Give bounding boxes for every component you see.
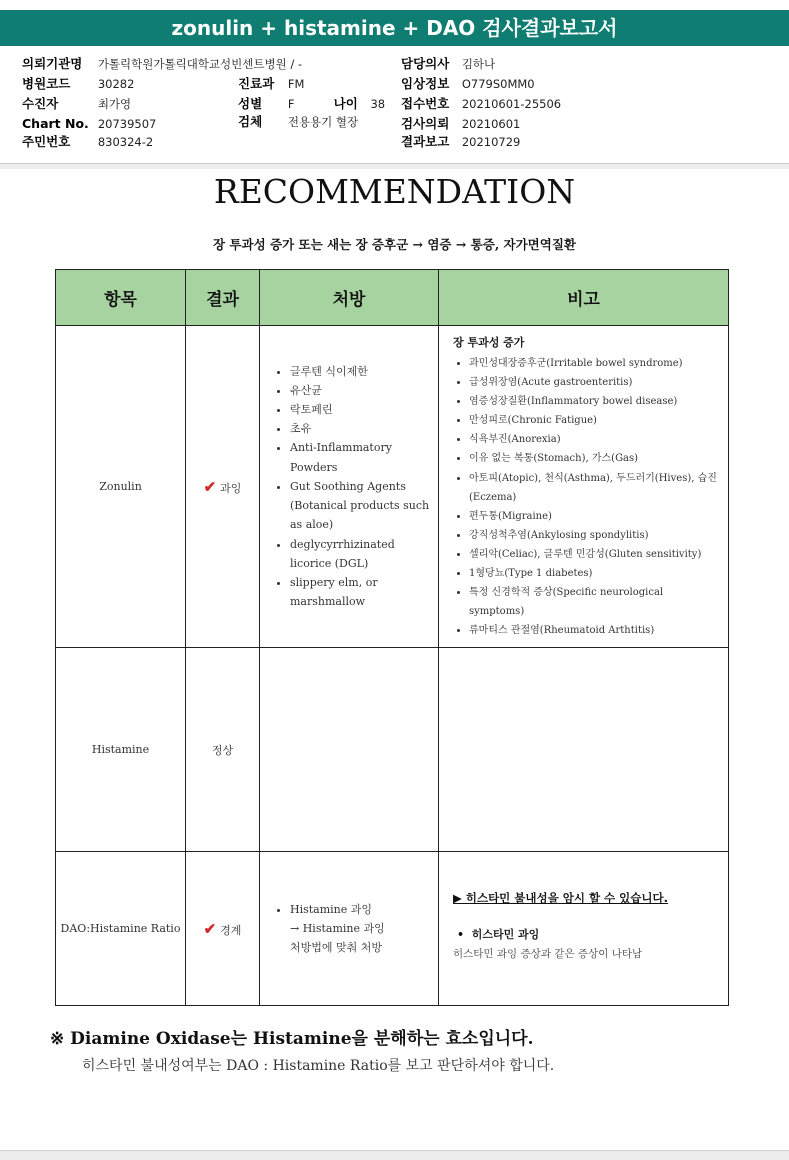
item-zonulin: Zonulin xyxy=(56,326,186,648)
collector-value: 최가영 xyxy=(97,97,132,111)
list-item: • 만성피로(Chronic Fatigue) xyxy=(469,411,720,430)
info-collector xyxy=(22,96,131,112)
list-item: • 강직성척추염(Ankylosing spondylitis) xyxy=(469,526,720,545)
list-item: • 편두통(Migraine) xyxy=(469,507,720,526)
info-request xyxy=(401,116,520,132)
result-histamine: 정상 xyxy=(186,648,260,852)
hospital-code-value: 30282 xyxy=(97,77,135,91)
receipt-label: 접수번호 xyxy=(401,96,450,111)
note-dao-sub-title: • 히스타민 과잉 xyxy=(457,928,540,941)
note-zonulin-title: 장 투과성 증가 xyxy=(453,336,525,349)
info-clinical xyxy=(401,76,535,92)
prescription-histamine xyxy=(260,648,439,852)
header-item: 항목 xyxy=(56,270,186,326)
check-mark-icon: ✔ xyxy=(203,477,217,496)
footer-note-line1: ※ Diamine Oxidase는 Histamine을 분해하는 효소입니다. xyxy=(50,1029,534,1049)
recommendation-subtitle: 장 투과성 증가 또는 새는 장 증후군 → 염증 → 통증, 자가면역질환 xyxy=(213,237,576,252)
rrn-value: 830324-2 xyxy=(97,135,154,149)
list-item: • 락토페린 xyxy=(290,400,432,419)
list-item: • 글루텐 식이제한 xyxy=(290,362,432,381)
dept-label: 진료과 xyxy=(238,76,275,91)
info-chart xyxy=(22,116,156,132)
prescription-dao-ratio xyxy=(260,852,439,1006)
list-item: • 과민성대장증후군(Irritable bowel syndrome) xyxy=(469,354,720,373)
list-item: • 초유 xyxy=(290,419,432,438)
receipt-value: 20210601-25506 xyxy=(461,97,562,111)
info-org xyxy=(22,56,302,72)
list-item: • 식욕부진(Anorexia) xyxy=(469,430,720,449)
note-dao-ratio xyxy=(439,852,729,1006)
request-label: 검사의뢰 xyxy=(401,116,450,131)
prescription-dao-sub2: 처방법에 맞춰 처방 xyxy=(290,941,383,955)
list-item xyxy=(290,900,432,958)
info-rrn xyxy=(22,134,153,150)
prescription-dao-sub1: → Histamine 과잉 xyxy=(290,921,385,935)
recommendation-table xyxy=(55,269,729,1006)
table-header-row xyxy=(56,270,729,326)
doctor-label: 담당의사 xyxy=(401,56,450,71)
bottom-divider xyxy=(0,1150,789,1160)
list-item: • 이유 없는 복통(Stomach), 가스(Gas) xyxy=(469,449,720,468)
header-prescription: 처방 xyxy=(260,270,439,326)
list-item: • 셀리악(Celiac), 글루텐 민감성(Gluten sensitivity) xyxy=(469,545,720,564)
list-item: • 1형당뇨(Type 1 diabetes) xyxy=(469,564,720,583)
specimen-label: 검체 xyxy=(238,114,263,129)
info-receipt xyxy=(401,96,561,112)
info-specimen xyxy=(238,114,358,130)
specimen-value: 전용용기 혈장 xyxy=(287,115,359,129)
result-dao-ratio-value: 경계 xyxy=(220,923,242,937)
list-item: • 류마티스 관절염(Rheumatoid Arthtitis) xyxy=(469,621,720,640)
table-row-dao-ratio xyxy=(56,852,729,1006)
sex-value: F xyxy=(287,97,295,111)
check-mark-icon: ✔ xyxy=(203,919,217,938)
footer-note-line2: 히스타민 불내성여부는 DAO : Histamine Ratio를 보고 판단하셔야 합니다. xyxy=(82,1058,555,1074)
table-row-zonulin xyxy=(56,326,729,648)
info-dept xyxy=(238,76,304,92)
hospital-code-label: 병원코드 xyxy=(22,76,71,91)
header-divider xyxy=(0,163,789,169)
org-label: 의뢰기관명 xyxy=(22,56,83,71)
report-title: zonulin + histamine + DAO 검사결과보고서 xyxy=(0,10,789,46)
table-row-histamine xyxy=(56,648,729,852)
org-value: 가톨릭학원가톨릭대학교성빈센트병원 xyxy=(97,57,287,71)
item-dao-ratio: DAO:Histamine Ratio xyxy=(56,852,186,1006)
list-item: • 특정 신경학적 증상(Specific neurological symptoms) xyxy=(469,583,720,621)
list-item: • 유산균 xyxy=(290,381,432,400)
sex-label: 성별 xyxy=(238,96,263,111)
dept-value: FM xyxy=(287,77,305,91)
result-zonulin-value: 과잉 xyxy=(220,481,242,495)
result-dao-ratio xyxy=(186,852,260,1006)
request-value: 20210601 xyxy=(461,117,521,131)
info-doctor xyxy=(401,56,495,72)
collector-label: 수진자 xyxy=(22,96,59,111)
note-dao-sub-text: 히스타민 과잉 증상과 같은 증상이 나타남 xyxy=(453,948,643,960)
list-item: • 염증성장질환(Inflammatory bowel disease) xyxy=(469,392,720,411)
report-label: 결과보고 xyxy=(401,134,450,149)
header-note: 비고 xyxy=(439,270,729,326)
dept-suffix: / - xyxy=(290,57,303,71)
clinical-label: 임상정보 xyxy=(401,76,450,91)
header-result: 결과 xyxy=(186,270,260,326)
clinical-value: O779S0MM0 xyxy=(461,77,535,91)
item-histamine: Histamine xyxy=(56,648,186,852)
result-zonulin xyxy=(186,326,260,648)
list-item: • Gut Soothing Agents (Botanical products such as aloe) xyxy=(290,477,432,535)
note-dao-warning: ▶ 히스타민 불내성을 암시 할 수 있습니다. xyxy=(453,891,668,905)
note-zonulin xyxy=(439,326,729,648)
list-item: • slippery elm, or marshmallow xyxy=(290,573,432,611)
info-report xyxy=(401,134,520,150)
chart-value: 20739507 xyxy=(97,117,157,131)
info-hospital-code xyxy=(22,76,134,92)
rrn-label: 주민번호 xyxy=(22,134,71,149)
list-item: • 아토피(Atopic), 천식(Asthma), 두드러기(Hives), 습진(Eczema) xyxy=(469,469,720,507)
report-value: 20210729 xyxy=(461,135,521,149)
chart-label: Chart No. xyxy=(22,116,89,131)
age-label: 나이 xyxy=(333,96,358,111)
info-sex-age xyxy=(238,96,385,112)
prescription-dao-main: Histamine 과잉 xyxy=(290,902,373,916)
doctor-value: 김하나 xyxy=(461,57,496,71)
prescription-zonulin xyxy=(260,326,439,648)
list-item: • Anti-Inflammatory Powders xyxy=(290,438,432,476)
recommendation-title: RECOMMENDATION xyxy=(213,172,576,211)
list-item: • deglycyrrhizinated licorice (DGL) xyxy=(290,535,432,573)
list-item: • 급성위장염(Acute gastroenteritis) xyxy=(469,373,720,392)
note-histamine xyxy=(439,648,729,852)
age-value: 38 xyxy=(370,97,386,111)
